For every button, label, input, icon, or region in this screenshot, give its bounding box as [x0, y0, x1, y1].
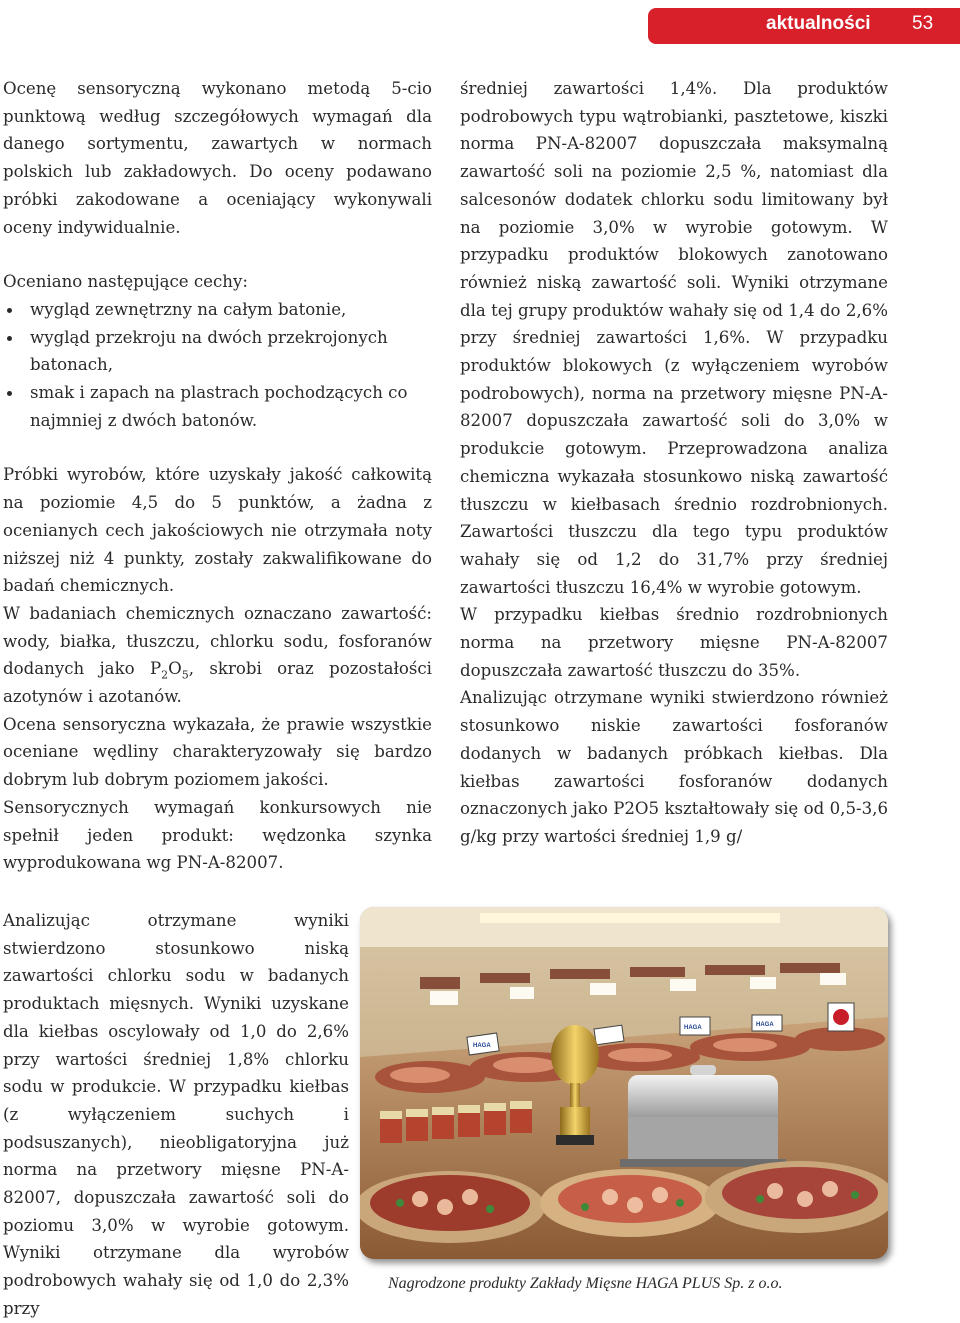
paragraph: Próbki wyrobów, które uzyskały jakość całkowitą na poziomie 4,5 do 5 punktów, a żadna z ocenianych cech jakościowych nie otrzymała noty niższej niż 4 punkty, zostały zakwalifikowane do badań chemicznych.	[3, 465, 432, 596]
paragraph: Analizując otrzymane wyniki stwierdzono stosunkowo niską zawartości chlorku sodu w badanych produktach mięsnych. Wyniki uzyskane dla kiełbas oscylowały od 1,0 do 2,6% przy wartości średniej 1,8% chlorku sodu w produkcie. W przypadku kiełbas (z wyłączeniem suchych i podsuszanych), nieobligatoryjna już norma na przetwory mięsne PN-A-82007, dopuszczała zawartość soli do poziomu 3,0% w wyrobie gotowym. Wyniki otrzymane dla wyrobów podrobowych wahały się od 1,0 do 2,3% przy	[3, 911, 349, 1318]
features-list	[3, 296, 432, 435]
left-column	[3, 75, 432, 877]
list-item: wygląd zewnętrzny na całym batonie,	[3, 296, 432, 324]
paragraph: W przypadku kiełbas średnio rozdrobnionych norma na przetwory mięsne PN-A-82007 dopuszczała zawartość tłuszczu do 35%.	[460, 605, 888, 680]
paragraph: średniej zawartości 1,4%. Dla produktów podrobowych typu wątrobianki, pasztetowe, kiszki norma PN-A-82007 dopuszczała maksymalną zawartość soli na poziomie 2,5 %, natomiast dla salcesonów dodatek chlorku sodu limitowany był na poziomie 3,0% w wyrobie gotowym. W przypadku produktów blokowych zanotowano również niską zawartość soli. Wyniki otrzymane dla tej grupy produktów wahały się od 1,4 do 2,6% przy średniej zawartości 1,6%. W przypadku produktów blokowych (z wyłączeniem wyrobów podrobowych), norma na przetwory mięsne PN-A-82007 dopuszczała zawartość soli do 3,0% w produkcie gotowym. Przeprowadzona analiza chemiczna wykazała stosunkowo niską zawartość tłuszczu w kiełbasach średnio rozdrobnionych. Zawartości tłuszczu dla tego typu produktów wahały się od 1,2 do 31,7% przy średniej zawartości tłuszczu 16,4% w wyrobie gotowym.	[460, 79, 888, 597]
page-number: 53	[912, 13, 934, 34]
product-photo	[360, 907, 888, 1259]
paragraph: Sensorycznych wymagań konkursowych nie spełnił jeden produkt: wędzonka szynka wyprodukowana wg PN-A-82007.	[3, 797, 432, 873]
paragraph-chemical: W badaniach chemicznych oznaczano zawartość: wody, białka, tłuszczu, chlorku sodu, fosforanów dodanych jako $P_2O_5$, skrobi oraz pozostałości azotynów i azotanów.	[3, 603, 432, 707]
right-column	[460, 75, 888, 851]
left-column-bottom	[3, 907, 349, 1323]
haga-sign-text: HAGA	[756, 1022, 774, 1028]
photo-caption: Nagrodzone produkty Zakłady Mięsne HAGA PLUS Sp. z o.o.	[388, 1275, 783, 1292]
haga-sign-text: HAGA	[473, 1043, 491, 1049]
list-item: wygląd przekroju na dwóch przekrojonych batonach,	[3, 324, 432, 379]
section-label: aktualności	[766, 13, 871, 34]
paragraph: Ocenę sensoryczną wykonano metodą 5-cio punktową według szczegółowych wymagań dla danego sortymentu, zawartych w normach polskich lub zakładowych. Do oceny podawano próbki zakodowane a oceniający wykonywali oceny indywidualnie.	[3, 79, 432, 237]
list-item: smak i zapach na plastrach pochodzących co najmniej z dwóch batonów.	[3, 379, 432, 434]
paragraph: Ocena sensoryczna wykazała, że prawie wszystkie oceniane wędliny charakteryzowały się bardzo dobrym lub dobrym poziomem jakości.	[3, 714, 432, 790]
paragraph: Analizując otrzymane wyniki stwierdzono również stosunkowo niskie zawartości fosforanów dodanych w badanych próbkach kiełbas. Dla kiełbas zawartości fosforanów dodanych oznaczonych jako P2O5 kształtowały się od 0,5-3,6 g/kg przy wartości średniej 1,9 g/	[460, 688, 888, 846]
haga-sign-text: HAGA	[684, 1025, 702, 1031]
features-intro: Oceniano następujące cechy:	[3, 272, 248, 292]
